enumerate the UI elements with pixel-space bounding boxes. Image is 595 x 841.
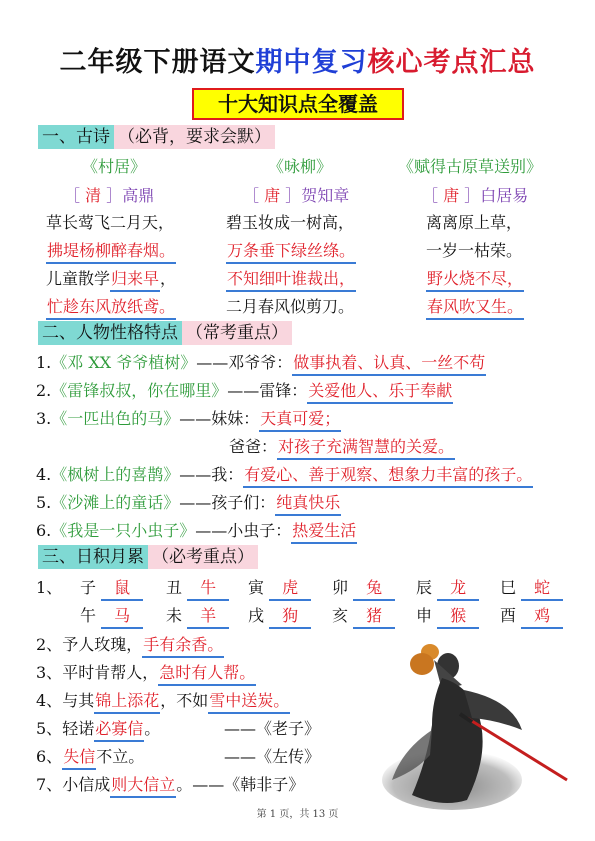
trait-item-3: 3.《一匹出色的马》——妹妹：天真可爱；	[36, 406, 341, 432]
poet-illustration	[372, 630, 572, 815]
zodiac-animal: 牛	[187, 575, 229, 601]
zodiac-branch: 戌	[248, 606, 265, 625]
section-2-label: 二、人物性格特点	[38, 321, 182, 345]
poem-1-title: 《村居》	[82, 157, 147, 176]
trait-item-3b: 爸爸：对孩子充满智慧的关爱。	[229, 434, 455, 460]
poem-1-author: ［ 清 ］高鼎	[64, 186, 155, 205]
section-2-heading	[34, 321, 298, 345]
section-3-note: （必考重点）	[148, 545, 258, 569]
poem-1-line-4: 忙趁东风放纸鸢。	[46, 294, 176, 320]
zodiac-pair	[416, 603, 479, 629]
poem-3-line-4: 春风吹又生。	[426, 294, 524, 320]
zodiac-animal: 兔	[353, 575, 395, 601]
section-1-note: （必背，要求会默）	[114, 125, 275, 149]
subtitle-banner: 十大知识点全覆盖	[192, 88, 404, 120]
zodiac-animal: 猪	[353, 603, 395, 629]
trait-item-2: 2.《雷锋叔叔，你在哪里》——雷锋：关爱他人、乐于奉献	[36, 378, 453, 404]
zodiac-pair	[166, 575, 229, 601]
section-3-label: 三、日积月累	[38, 545, 148, 569]
saying-6: 6、失信不立。	[36, 744, 144, 770]
poem-2-line-3: 不知细叶谁裁出，	[226, 266, 356, 292]
zodiac-pair	[416, 575, 479, 601]
zodiac-pair	[80, 603, 143, 629]
poem-2-line-1: 碧玉妆成一树高，	[226, 213, 355, 232]
zodiac-pair	[80, 575, 143, 601]
zodiac-branch: 子	[80, 578, 97, 597]
zodiac-pair	[166, 603, 229, 629]
poem-3-line-2: 一岁一枯荣。	[426, 241, 523, 260]
trait-item-6: 6.《我是一只小虫子》——小虫子：热爱生活	[36, 518, 357, 544]
page-footer: 第 1 页，共 13 页	[256, 809, 339, 820]
section-2-note: （常考重点）	[182, 321, 292, 345]
poet-figure-icon	[372, 630, 572, 815]
zodiac-pair	[500, 603, 563, 629]
zodiac-animal: 蛇	[521, 575, 563, 601]
zodiac-animal: 马	[101, 603, 143, 629]
title-part-3: 核心考点汇总	[367, 47, 536, 78]
zodiac-animal: 龙	[437, 575, 479, 601]
saying-4: 4、与其锦上添花，不如雪中送炭。	[36, 688, 290, 714]
poem-3-author: ［ 唐 ］白居易	[422, 186, 529, 205]
poem-3-line-3: 野火烧不尽，	[426, 266, 524, 292]
zodiac-branch: 未	[166, 606, 183, 625]
section-1-label: 一、古诗	[38, 125, 114, 149]
section-1-heading	[34, 125, 281, 149]
zodiac-animal: 狗	[269, 603, 311, 629]
poem-2-line-2: 万条垂下绿丝绦。	[226, 238, 356, 264]
poem-1-line-3: 儿童散学归来早，	[46, 266, 176, 292]
poem-3-line-1: 离离原上草，	[426, 213, 523, 232]
poem-2-title: 《咏柳》	[268, 157, 333, 176]
poem-2-line-4: 二月春风似剪刀。	[226, 297, 355, 316]
zodiac-animal: 羊	[187, 603, 229, 629]
zodiac-branch: 亥	[332, 606, 349, 625]
zodiac-branch: 卯	[332, 578, 349, 597]
zodiac-pair	[248, 575, 311, 601]
saying-5: 5、轻诺必寡信。	[36, 716, 160, 742]
trait-item-1: 1.《邓 XX 爷爷植树》——邓爷爷：做事执着、认真、一丝不苟	[36, 350, 486, 376]
zodiac-animal: 虎	[269, 575, 311, 601]
saying-5-source: ——《老子》	[224, 719, 321, 738]
poem-1-line-2: 拂堤杨柳醉春烟。	[46, 238, 176, 264]
trait-item-5: 5.《沙滩上的童话》——孩子们：纯真快乐	[36, 490, 341, 516]
title-part-2: 期中复习	[255, 47, 368, 78]
zodiac-animal: 鸡	[521, 603, 563, 629]
zodiac-branch: 寅	[248, 578, 265, 597]
zodiac-animal: 鼠	[101, 575, 143, 601]
saying-3: 3、平时肯帮人，急时有人帮。	[36, 660, 256, 686]
zodiac-branch: 申	[416, 606, 433, 625]
zodiac-pair	[332, 575, 395, 601]
zodiac-branch: 巳	[500, 578, 517, 597]
saying-2: 2、予人玫瑰，手有余香。	[36, 632, 224, 658]
zodiac-branch: 丑	[166, 578, 183, 597]
poem-2-author: ［ 唐 ］贺知章	[243, 186, 350, 205]
poem-1-line-1: 草长莺飞二月天，	[46, 213, 175, 232]
trait-item-4: 4.《枫树上的喜鹊》——我：有爱心、善于观察、想象力丰富的孩子。	[36, 462, 533, 488]
zodiac-num: 1、	[36, 578, 63, 597]
zodiac-pair	[248, 603, 311, 629]
title-part-1: 二年级下册语文	[59, 47, 256, 78]
page-title	[0, 40, 595, 79]
zodiac-pair	[500, 575, 563, 601]
zodiac-branch: 酉	[500, 606, 517, 625]
zodiac-pair	[332, 603, 395, 629]
saying-7: 7、小信成则大信立。——《韩非子》	[36, 772, 304, 798]
zodiac-branch: 辰	[416, 578, 433, 597]
poem-3-title: 《赋得古原草送别》	[398, 157, 543, 176]
zodiac-branch: 午	[80, 606, 97, 625]
section-3-heading	[34, 545, 264, 569]
zodiac-animal: 猴	[437, 603, 479, 629]
saying-6-source: ——《左传》	[224, 747, 321, 766]
